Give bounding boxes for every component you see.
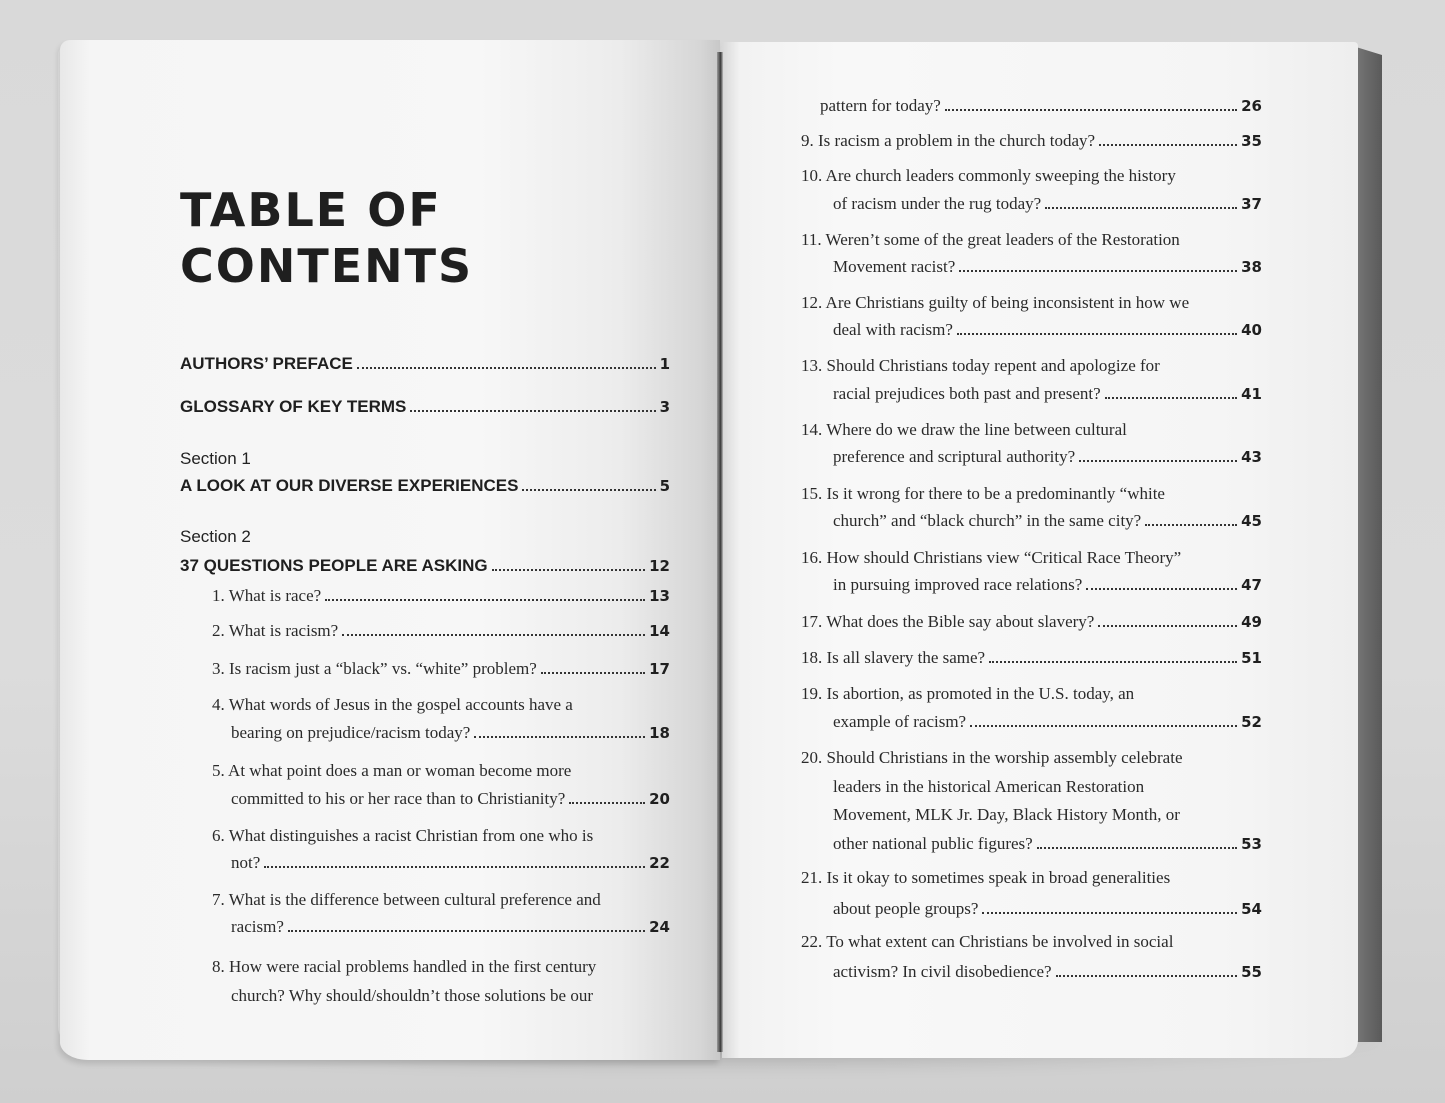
page-number: 22 [649, 854, 670, 872]
toc-entry-question-9[interactable] [801, 131, 1262, 151]
question-20-line-1[interactable]: 20. Should Christians in the worship assembly celebrate [801, 748, 1183, 767]
question-13-line-1[interactable]: 13. Should Christians today repent and apologize for [801, 356, 1160, 375]
entry-label: 18. Is all slavery the same? [801, 648, 986, 667]
page-number: 13 [649, 587, 670, 605]
toc-entry-question-14[interactable] [833, 447, 1262, 467]
toc-entry-question-3[interactable] [212, 659, 670, 679]
page-number: 5 [659, 477, 670, 495]
dot-leader [522, 489, 655, 491]
title-line-1: TABLE OF [180, 183, 442, 237]
entry-label: deal with racism? [833, 320, 953, 339]
page-number: 52 [1241, 713, 1262, 731]
dot-leader [945, 109, 1237, 111]
entry-label: of racism under the rug today? [833, 194, 1042, 213]
page-number: 17 [649, 660, 670, 678]
page-number: 24 [649, 918, 670, 936]
toc-entry-question-16[interactable] [833, 575, 1262, 595]
dot-leader [1099, 144, 1237, 146]
page-number: 38 [1241, 258, 1262, 276]
toc-entry-question-2[interactable] [212, 621, 670, 641]
page-number: 49 [1241, 613, 1262, 631]
dot-leader [1037, 847, 1237, 849]
toc-entry-question-5[interactable] [231, 789, 670, 809]
page-title [180, 182, 473, 294]
entry-label: other national public figures? [833, 834, 1033, 853]
question-10-line-1[interactable]: 10. Are church leaders commonly sweeping the history [801, 166, 1176, 185]
entry-label: 2. What is racism? [212, 621, 339, 640]
entry-label: 17. What does the Bible say about slavery? [801, 612, 1095, 631]
dot-leader [342, 634, 645, 636]
dot-leader [492, 569, 645, 571]
question-11-line-1[interactable]: 11. Weren’t some of the great leaders of the Restoration [801, 230, 1180, 249]
entry-label: preference and scriptural authority? [833, 447, 1076, 466]
toc-entry-question-15[interactable] [833, 511, 1262, 531]
entry-label: about people groups? [833, 899, 979, 918]
dot-leader [1086, 588, 1237, 590]
question-14-line-1[interactable]: 14. Where do we draw the line between cultural [801, 420, 1127, 439]
entry-label: 1. What is race? [212, 586, 322, 605]
section-2-heading: Section 2 [180, 527, 251, 546]
dot-leader [474, 736, 645, 738]
toc-entry-glossary[interactable] [180, 397, 670, 417]
page-number: 14 [649, 622, 670, 640]
entry-label: in pursuing improved race relations? [833, 575, 1083, 594]
toc-entry-question-12[interactable] [833, 320, 1262, 340]
dot-leader [959, 270, 1237, 272]
dot-leader [982, 912, 1237, 914]
toc-entry-question-13[interactable] [833, 384, 1262, 404]
toc-entry-question-1[interactable] [212, 586, 670, 606]
dot-leader [957, 333, 1237, 335]
page-number: 43 [1241, 448, 1262, 466]
entry-label: 37 QUESTIONS PEOPLE ARE ASKING [180, 556, 488, 575]
page-number: 40 [1241, 321, 1262, 339]
page-number: 45 [1241, 512, 1262, 530]
dot-leader [288, 930, 645, 932]
question-21-line-1[interactable]: 21. Is it okay to sometimes speak in broad generalities [801, 868, 1171, 887]
entry-label: bearing on prejudice/racism today? [231, 723, 471, 742]
page-number: 35 [1241, 132, 1262, 150]
toc-entry-question-22[interactable] [833, 962, 1262, 982]
entry-label: activism? In civil disobedience? [833, 962, 1052, 981]
toc-entry-authors-preface[interactable] [180, 354, 670, 374]
page-number: 12 [649, 557, 670, 575]
question-8-line-2[interactable]: church? Why should/shouldn’t those solutions be our [231, 986, 594, 1005]
toc-entry-question-6[interactable] [231, 853, 670, 873]
page-number: 47 [1241, 576, 1262, 594]
dot-leader [1105, 397, 1237, 399]
dot-leader [410, 410, 655, 412]
dot-leader [1098, 625, 1237, 627]
dot-leader [1056, 975, 1238, 977]
entry-label: example of racism? [833, 712, 967, 731]
page-number: 55 [1241, 963, 1262, 981]
toc-entry-question-7[interactable] [231, 917, 670, 937]
page-number: 18 [649, 724, 670, 742]
entry-label: 9. Is racism a problem in the church today? [801, 131, 1096, 150]
entry-label: committed to his or her race than to Christianity? [231, 789, 566, 808]
dot-leader [325, 599, 645, 601]
dot-leader [569, 802, 645, 804]
question-20-line-2[interactable]: leaders in the historical American Restoration [833, 777, 1145, 796]
entry-label: racism? [231, 917, 284, 936]
dot-leader [1045, 207, 1237, 209]
dot-leader [1079, 460, 1237, 462]
page-number: 51 [1241, 649, 1262, 667]
question-22-line-1[interactable]: 22. To what extent can Christians be involved in social [801, 932, 1174, 951]
book-gutter [717, 52, 723, 1052]
page-number: 53 [1241, 835, 1262, 853]
toc-entry-question-20[interactable] [833, 834, 1262, 854]
entry-label: AUTHORS’ PREFACE [180, 354, 353, 373]
question-15-line-1[interactable]: 15. Is it wrong for there to be a predominantly “white [801, 484, 1165, 503]
dot-leader [989, 661, 1237, 663]
page-number: 54 [1241, 900, 1262, 918]
title-line-2: CONTENTS [180, 239, 474, 293]
toc-entry-question-8-continued[interactable] [820, 96, 1262, 116]
page-number: 20 [649, 790, 670, 808]
toc-entry-question-11[interactable] [833, 257, 1262, 277]
entry-label: not? [231, 853, 261, 872]
toc-entry-question-21[interactable] [833, 899, 1262, 919]
toc-entry-question-17[interactable] [801, 612, 1262, 632]
page-number: 37 [1241, 195, 1262, 213]
dot-leader [541, 672, 645, 674]
question-16-line-1[interactable]: 16. How should Christians view “Critical Race Theory” [801, 548, 1182, 567]
toc-entry-section-1[interactable] [180, 476, 670, 496]
entry-label: A LOOK AT OUR DIVERSE EXPERIENCES [180, 476, 519, 495]
toc-entry-question-19[interactable] [833, 712, 1262, 732]
question-7-line-1[interactable]: 7. What is the difference between cultural preference and [212, 890, 601, 909]
toc-entry-question-10[interactable] [833, 194, 1262, 214]
dot-leader [1145, 524, 1237, 526]
question-12-line-1[interactable]: 12. Are Christians guilty of being inconsistent in how we [801, 293, 1190, 312]
question-6-line-1[interactable]: 6. What distinguishes a racist Christian from one who is [212, 826, 594, 845]
question-8-line-1[interactable]: 8. How were racial problems handled in the first century [212, 957, 597, 976]
entry-label: racial prejudices both past and present? [833, 384, 1101, 403]
dot-leader [264, 866, 645, 868]
page-number: 3 [659, 398, 670, 416]
question-4-line-1[interactable]: 4. What words of Jesus in the gospel accounts have a [212, 695, 573, 714]
toc-entry-question-18[interactable] [801, 648, 1262, 668]
page-number: 26 [1241, 97, 1262, 115]
toc-entry-question-4[interactable] [231, 723, 670, 743]
question-19-line-1[interactable]: 19. Is abortion, as promoted in the U.S. today, an [801, 684, 1135, 703]
entry-label: GLOSSARY OF KEY TERMS [180, 397, 407, 416]
question-5-line-1[interactable]: 5. At what point does a man or woman become more [212, 761, 572, 780]
book-right-edge [1356, 47, 1382, 1042]
entry-label: 3. Is racism just a “black” vs. “white” problem? [212, 659, 537, 678]
question-20-line-3[interactable]: Movement, MLK Jr. Day, Black History Month, or [833, 805, 1180, 824]
section-1-heading: Section 1 [180, 449, 251, 468]
dot-leader [970, 725, 1237, 727]
page-number: 1 [659, 355, 670, 373]
entry-label: Movement racist? [833, 257, 956, 276]
entry-label: pattern for today? [820, 96, 941, 115]
dot-leader [357, 367, 656, 369]
toc-entry-section-2[interactable] [180, 556, 670, 576]
page-number: 41 [1241, 385, 1262, 403]
entry-label: church” and “black church” in the same city? [833, 511, 1142, 530]
